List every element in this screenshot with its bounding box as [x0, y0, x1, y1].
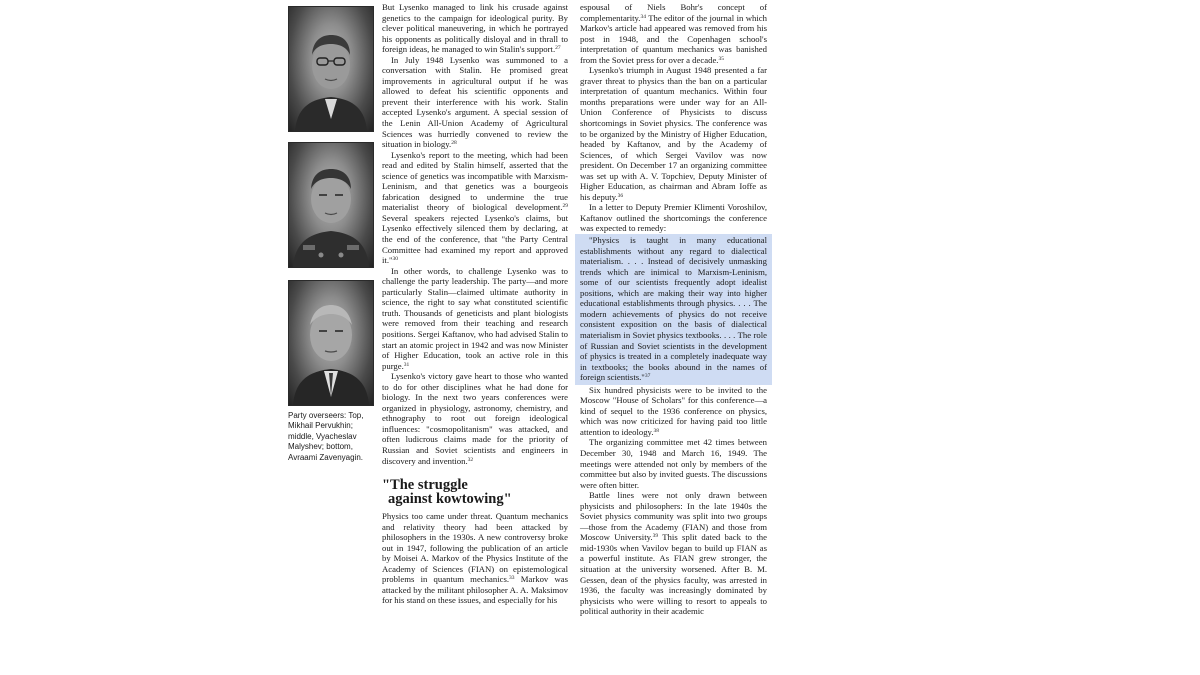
- portrait-photo-malyshev: [288, 142, 374, 268]
- paragraph: Battle lines were not only drawn between physicists and philosophers: In the late 1940s the Soviet physics community was split into two groups—those from the Academy (FIAN) and those from Moscow University.$^{39}$ This split dated back to the mid-1930s when Vavilov began to build up FIAN as a powerful institute. As FIAN grew stronger, the situation at the university worsened. After B. M. Gessen, dean of the physics faculty, was arrested in 1936, the faculty was increasingly dominated by physicists who were willing to resort to appeals to political authority in their academic: [580, 490, 767, 617]
- footnote-ref: 28: [451, 140, 457, 147]
- article-column-right: [580, 2, 767, 617]
- article-column-left: [382, 2, 568, 606]
- portrait-photo-zavenyagin: [288, 280, 374, 406]
- footnote-ref: 36: [617, 192, 624, 199]
- footnote-ref: 37: [644, 373, 651, 380]
- paragraph: Six hundred physicists were to be invited to the Moscow "House of Scholars" for this conference—a kind of sequel to the 1936 conference on physics, which was now criticized for having paid too little attention to ideology.$^{38}$: [580, 384, 767, 437]
- section-subheading: "The struggle against kowtowing": [382, 477, 512, 508]
- footnote-ref: 35: [718, 55, 724, 62]
- footnote-ref: 39: [652, 533, 659, 540]
- quote-text: "Physics is taught in many educational establishments without any regard to dialectical materialism. . . . Instead of decisively unmasking trends which are inimical to Marxism-Leninism, some of our scientists frequently adopt idealist positions, which are making their way into higher educational establishments through physics. . . . The modern achievements of physics do not receive consistent exposition on the basis of dialectical materialism in Soviet physics textbooks. . . . The role of Russian and Soviet scientists in the development of physics is treated in a completely inadequate way in textbooks; the books abound in the names of foreign scientists."$^{37}$: [580, 235, 767, 383]
- footnote-ref: 34: [640, 13, 646, 20]
- paragraph: Lysenko's report to the meeting, which had been read and edited by Stalin himself, asserted that the science of genetics was incompatible with Marxism-Leninism, and that genetics was a bourgeois fabrication designed to undermine the true materialist theory of biological development.$^{29}$ Several speakers rejected Lysenko's claims, but Lysenko effectively silenced them by declaring, at the end of the conference, that "the Party Central Committee had examined my report and approved it."$^{30}$: [382, 149, 568, 266]
- paragraph: espousal of Niels Bohr's concept of complementarity.$^{34}$ The editor of the journal in which Markov's article had appeared was removed from his post in 1948, and the Copenhagen school's interpretation of quantum mechanics was banished from the Soviet press for over a decade.$^{35}$: [580, 2, 767, 65]
- portrait-photo-pervukhin: [288, 6, 374, 132]
- footnote-ref: 38: [653, 427, 660, 434]
- paragraph: But Lysenko managed to link his crusade against genetics to the campaign for ideological purity. By clever political maneuvering, in which he portrayed his opponents as politically disloyal and in thrall to foreign ideas, he managed to win Stalin's support.$^{27}$: [382, 2, 568, 55]
- paragraph: Physics too came under threat. Quantum mechanics and relativity theory had been attacked by philosophers in the 1930s. A new controversy broke out in 1947, following the publication of an article by Moisei A. Markov of the Physics Institute of the Academy of Sciences (FIAN) on epistemological problems in quantum mechanics.$^{33}$ Markov was attacked by the militant philosopher A. A. Maksimov for his stand on these issues, and especially for his: [382, 511, 569, 606]
- paragraph: Lysenko's victory gave heart to those who wanted to do for other disciplines what he had done for biology. In the next two years conferences were organized in physiology, astronomy, chemistry, and ethnography to root out foreign ideological influences: "cosmopolitanism" was attacked, and often ludicrous claims made for the priority of Russian and Soviet scientists and engineers in discovery and invention.$^{32}$: [382, 371, 568, 466]
- footnote-ref: 30: [392, 256, 399, 263]
- footnote-ref: 33: [509, 575, 515, 582]
- paragraph: In July 1948 Lysenko was summoned to a conversation with Stalin. He promised great improvements in agricultural output if he was allowed to defeat his scientific opponents and prevent their interference with his work. Stalin accepted Lysenko's argument. A special session of the Lenin All-Union Academy of Agricultural Sciences was hurriedly convened to review the situation in biology.$^{28}$: [382, 54, 568, 150]
- paragraph: In a letter to Deputy Premier Klimenti Voroshilov, Kaftanov outlined the shortcomings the conference was expected to remedy:: [580, 202, 767, 234]
- portrait-figure-middle: [289, 143, 373, 267]
- highlighted-quote[interactable]: [575, 234, 772, 385]
- paragraph: Lysenko's triumph in August 1948 presented a far graver threat to physics than the ban on a particular interpretation of quantum mechanics. Within four months preparations were under way for an All-Union Conference of Physicists to discuss shortcomings in Soviet physics. The conference was to be organized by the Ministry of Higher Education, headed by Kaftanov, and by the Academy of Sciences, of which Sergei Vavilov was now president. On December 17 an organizing committee was set up with A. V. Topchiev, Deputy Minister of Higher Education, as chairman and Abram Ioffe as his deputy.$^{36}$: [580, 65, 767, 202]
- footnote-ref: 27: [555, 45, 561, 52]
- photo-caption: Party overseers: Top, Mikhail Pervukhin; middle, Vyacheslav Malyshev; bottom, Avraami Zavenyagin.: [288, 411, 364, 462]
- footnote-ref: 29: [562, 203, 568, 210]
- portrait-figure-bottom: [289, 281, 373, 405]
- paragraph: The organizing committee met 42 times between December 30, 1948 and March 16, 1949. The meetings were attended not only by members of the committee but also by invited guests. The discussions were often bitter.: [580, 437, 767, 490]
- footnote-ref: 32: [467, 456, 474, 463]
- paragraph: In other words, to challenge Lysenko was to challenge the party leadership. The party—and more particularly Stalin—claimed ultimate authority in science, the right to say what constituted scientific truth. Thousands of geneticists and plant biologists were removed from their teaching and research positions. Sergei Kaftanov, who had advised Stalin to start an atomic project in 1942 and was now Minister of Higher Education, took an active role in this purge.$^{31}$: [382, 265, 568, 371]
- footnote-ref: 31: [403, 361, 410, 368]
- portrait-figure-top: [289, 7, 373, 131]
